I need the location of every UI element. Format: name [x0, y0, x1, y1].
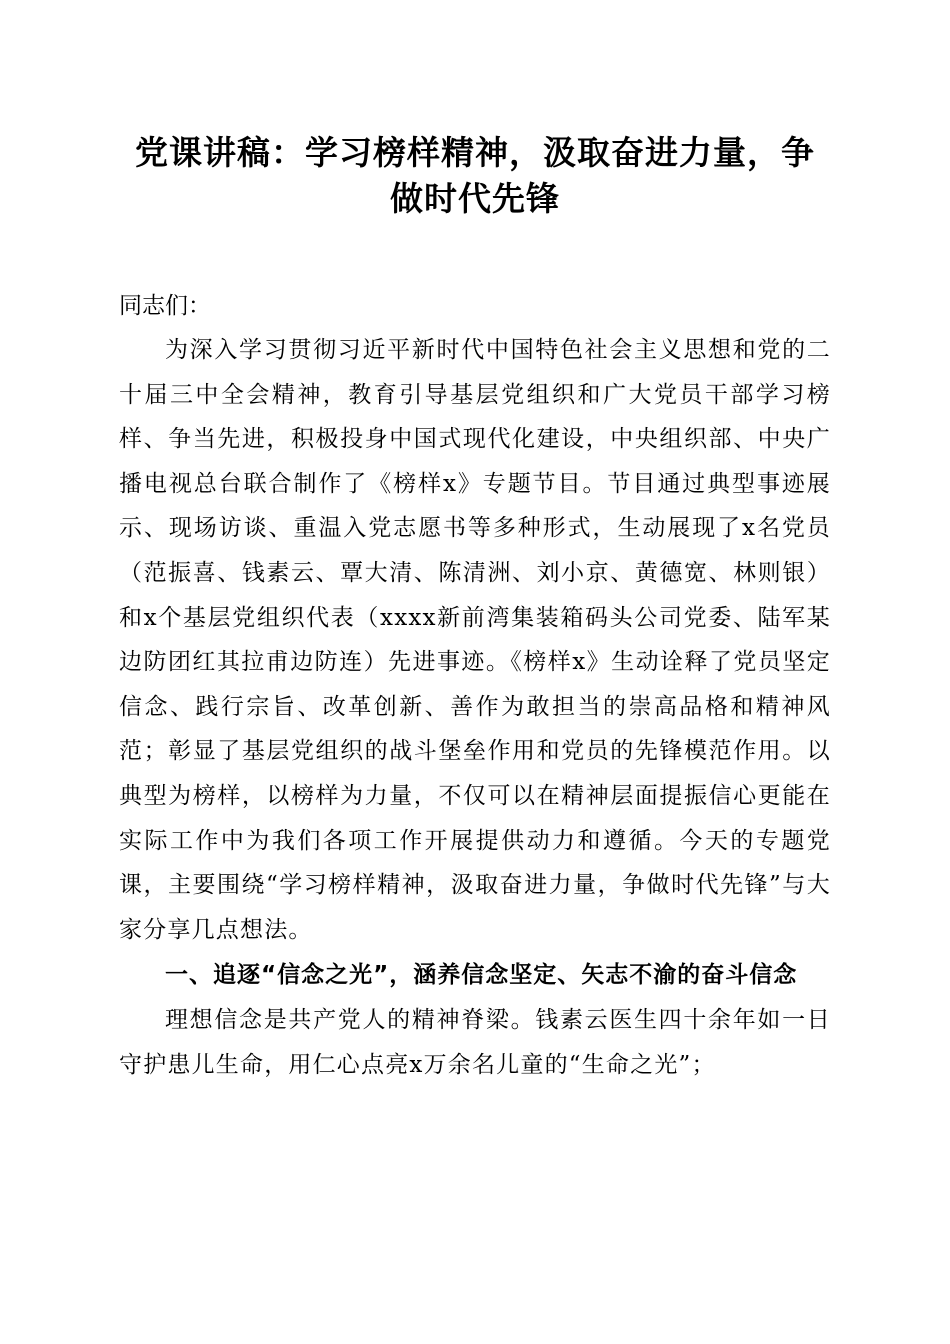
document-title: 党课讲稿：学习榜样精神，汲取奋进力量，争做时代先锋	[135, 133, 815, 218]
section-1-paragraph: 理想信念是共产党人的精神脊梁。钱素云医生四十余年如一日守护患儿生命，用仁心点亮x万余名儿童的“生命之光”；	[119, 1007, 831, 1078]
document-page	[119, 130, 831, 1088]
intro-paragraph: 为深入学习贯彻习近平新时代中国特色社会主义思想和党的二十届三中全会精神，教育引导基层党组织和广大党员干部学习榜样、争当先进，积极投身中国式现代化建设，中央组织部、中央广播电视总台联合制作了《榜样x》专题节目。节目通过典型事迹展示、现场访谈、重温入党志愿书等多种形式，生动展现了x名党员（范振喜、钱素云、覃大清、陈清洲、刘小京、黄德宽、林则银）和x个基层党组织代表（xxxx新前湾集装箱码头公司党委、陆军某边防团红其拉甫边防连）先进事迹。《榜样x》生动诠释了党员坚定信念、践行宗旨、改革创新、善作为敢担当的崇高品格和精神风范；彰显了基层党组织的战斗堡垒作用和党员的先锋模范作用。以典型为榜样，以榜样为力量，不仅可以在精神层面提振信心更能在实际工作中为我们各项工作开展提供动力和遵循。今天的专题党课，主要围绕“学习榜样精神，汲取奋进力量，争做时代先锋”与大家分享几点想法。	[119, 337, 831, 943]
salutation: 同志们：	[119, 293, 211, 319]
section-1-heading: 一、追逐“信念之光”，涵养信念坚定、矢志不渝的奋斗信念	[165, 962, 798, 989]
